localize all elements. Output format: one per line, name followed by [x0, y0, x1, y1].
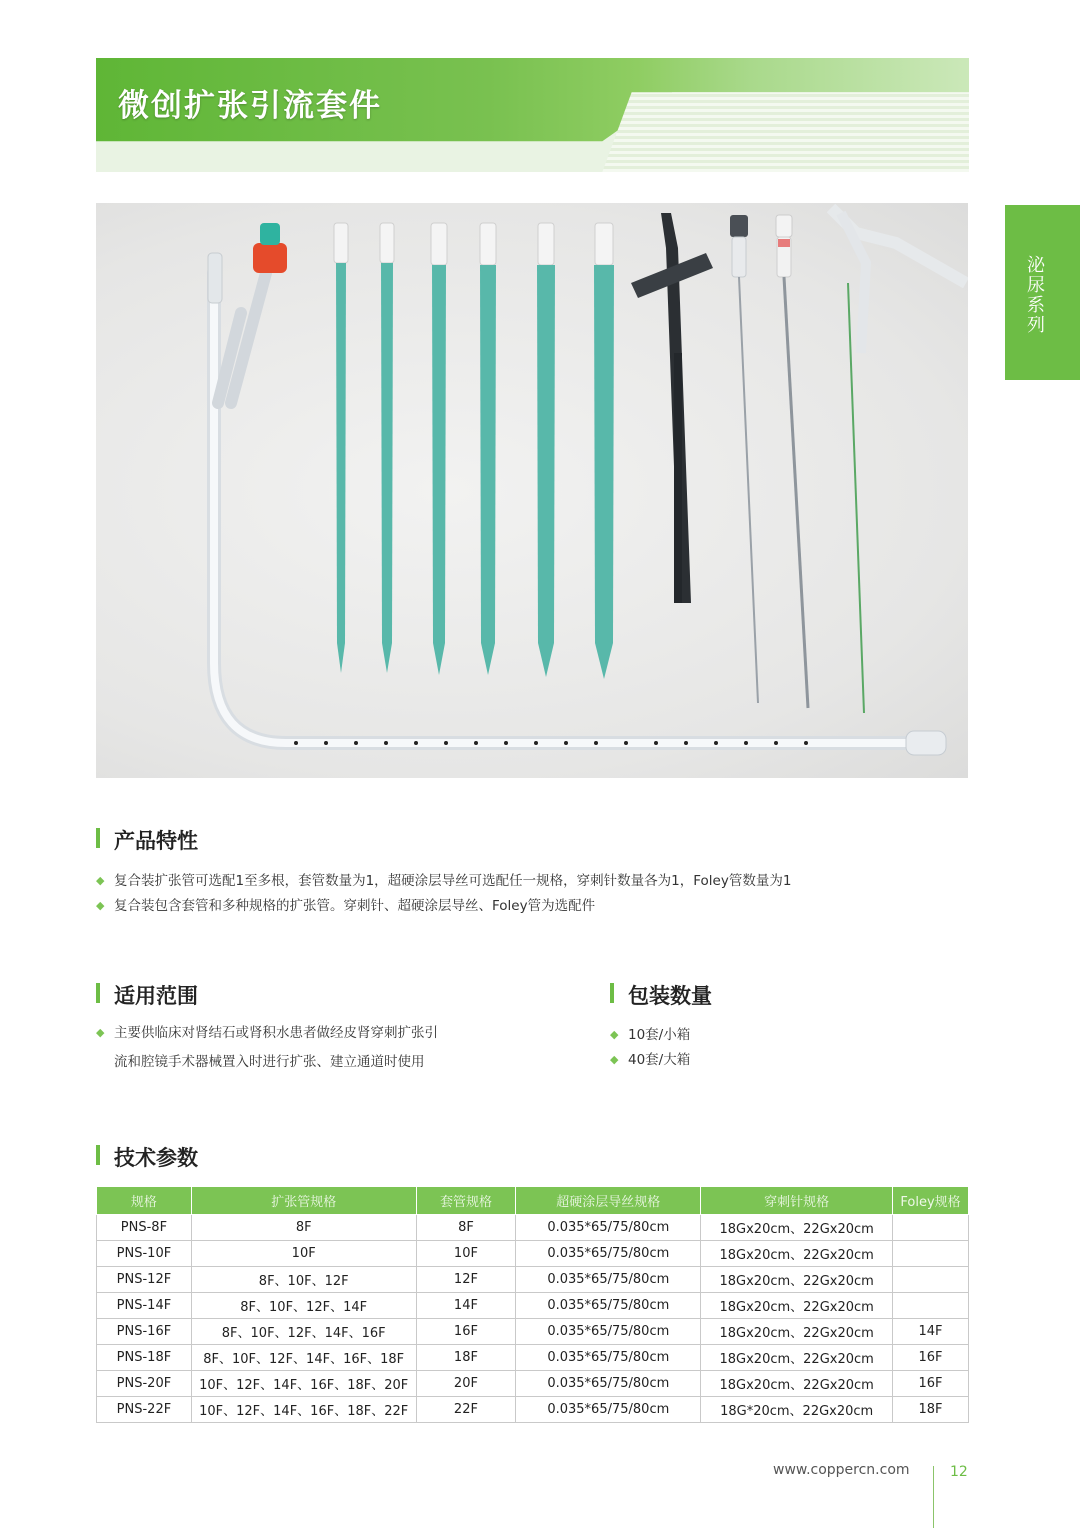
table-cell: [893, 1215, 969, 1241]
title-banner-stripes: [602, 92, 969, 172]
col-header-dilator: 扩张管规格: [191, 1187, 416, 1215]
page-number: 12: [950, 1464, 968, 1480]
feature-item-1: ◆ 复合装扩张管可选配1至多根，套管数量为1，超硬涂层导丝可选配任一规格，穿刺针数量各为1，Foley管数量为1: [96, 868, 791, 894]
sheath: [631, 213, 713, 603]
table-cell: PNS-18F: [97, 1345, 192, 1371]
table-cell: 14F: [416, 1293, 516, 1319]
col-header-model: 规格: [97, 1187, 192, 1215]
table-row: [97, 1345, 969, 1371]
table-cell: 16F: [416, 1319, 516, 1345]
table-cell: 12F: [416, 1267, 516, 1293]
dilator-2: [380, 223, 394, 673]
features-heading: 产品特性: [96, 825, 198, 855]
table-cell: 0.035*65/75/80cm: [516, 1371, 701, 1397]
table-cell: PNS-20F: [97, 1371, 192, 1397]
dilator-set: [334, 223, 614, 679]
table-row: [97, 1293, 969, 1319]
specs-heading: 技术参数: [96, 1142, 198, 1172]
specs-table-header: [97, 1187, 969, 1215]
table-cell: 0.035*65/75/80cm: [516, 1215, 701, 1241]
table-cell: 8F: [191, 1215, 416, 1241]
table-cell: 0.035*65/75/80cm: [516, 1293, 701, 1319]
scope-text-line1: ◆ 主要供临床对肾结石或肾积水患者做经皮肾穿刺扩张引: [96, 1020, 438, 1046]
table-cell: 8F: [416, 1215, 516, 1241]
dilator-1: [334, 223, 348, 673]
category-side-tab-label: 泌尿系列: [1024, 255, 1045, 335]
table-cell: 10F、12F、14F、16F、18F、20F: [191, 1371, 416, 1397]
col-header-guidewire: 超硬涂层导丝规格: [516, 1187, 701, 1215]
table-cell: PNS-12F: [97, 1267, 192, 1293]
table-cell: 0.035*65/75/80cm: [516, 1267, 701, 1293]
table-row: [97, 1397, 969, 1423]
table-cell: 10F: [191, 1241, 416, 1267]
product-illustration: [96, 203, 968, 778]
feature-item-2: ◆ 复合装包含套管和多种规格的扩张管。穿刺针、超硬涂层导丝、Foley管为选配件: [96, 893, 595, 919]
scope-heading: 适用范围: [96, 980, 198, 1010]
table-cell: 8F、10F、12F、14F、16F: [191, 1319, 416, 1345]
table-cell: 18F: [893, 1397, 969, 1423]
table-cell: 20F: [416, 1371, 516, 1397]
footer-divider: [933, 1466, 934, 1528]
table-cell: PNS-8F: [97, 1215, 192, 1241]
table-row: [97, 1319, 969, 1345]
table-cell: 22F: [416, 1397, 516, 1423]
footer-website[interactable]: www.coppercn.com: [773, 1462, 910, 1478]
table-cell: PNS-14F: [97, 1293, 192, 1319]
table-cell: 10F: [416, 1241, 516, 1267]
dilator-3: [431, 223, 447, 675]
col-header-needle: 穿刺针规格: [701, 1187, 893, 1215]
table-cell: 14F: [893, 1319, 969, 1345]
scope-text-line2: 流和腔镜手术器械置入时进行扩张、建立通道时使用: [114, 1054, 425, 1070]
table-cell: 18Gx20cm、22Gx20cm: [701, 1345, 893, 1371]
dilator-6: [594, 223, 614, 679]
table-cell: 0.035*65/75/80cm: [516, 1397, 701, 1423]
table-cell: 18Gx20cm、22Gx20cm: [701, 1319, 893, 1345]
table-cell: 18Gx20cm、22Gx20cm: [701, 1241, 893, 1267]
table-cell: 8F、10F、12F、14F、16F、18F: [191, 1345, 416, 1371]
table-row: [97, 1371, 969, 1397]
col-header-sheath: 套管规格: [416, 1187, 516, 1215]
table-cell: 8F、10F、12F: [191, 1267, 416, 1293]
table-cell: 18Gx20cm、22Gx20cm: [701, 1293, 893, 1319]
col-header-foley: Foley规格: [893, 1187, 969, 1215]
table-cell: 18Gx20cm、22Gx20cm: [701, 1215, 893, 1241]
page-title: 微创扩张引流套件: [118, 88, 382, 124]
table-row: [97, 1241, 969, 1267]
table-cell: 16F: [893, 1345, 969, 1371]
table-cell: [893, 1293, 969, 1319]
table-cell: 18Gx20cm、22Gx20cm: [701, 1267, 893, 1293]
table-cell: 8F、10F、12F、14F: [191, 1293, 416, 1319]
puncture-needles: [730, 215, 808, 708]
table-cell: 0.035*65/75/80cm: [516, 1241, 701, 1267]
table-row: [97, 1267, 969, 1293]
title-banner: [96, 58, 969, 172]
table-cell: [893, 1241, 969, 1267]
table-cell: 0.035*65/75/80cm: [516, 1345, 701, 1371]
table-cell: 18F: [416, 1345, 516, 1371]
table-cell: 0.035*65/75/80cm: [516, 1319, 701, 1345]
dilator-4: [480, 223, 496, 675]
table-row: [97, 1215, 969, 1241]
packaging-item-2: ◆ 40套/大箱: [610, 1047, 690, 1073]
dilator-5: [537, 223, 555, 677]
specs-table: [96, 1186, 969, 1423]
table-cell: 18G*20cm、22Gx20cm: [701, 1397, 893, 1423]
foley-catheter: [208, 223, 946, 755]
product-photo: [96, 203, 968, 778]
category-side-tab: [1005, 205, 1080, 380]
table-cell: 10F、12F、14F、16F、18F、22F: [191, 1397, 416, 1423]
packaging-heading: 包装数量: [610, 980, 712, 1010]
table-cell: 18Gx20cm、22Gx20cm: [701, 1371, 893, 1397]
table-cell: PNS-22F: [97, 1397, 192, 1423]
table-cell: 16F: [893, 1371, 969, 1397]
guidewire: [831, 208, 966, 713]
packaging-item-1: ◆ 10套/小箱: [610, 1022, 690, 1048]
table-cell: [893, 1267, 969, 1293]
table-cell: PNS-16F: [97, 1319, 192, 1345]
table-cell: PNS-10F: [97, 1241, 192, 1267]
